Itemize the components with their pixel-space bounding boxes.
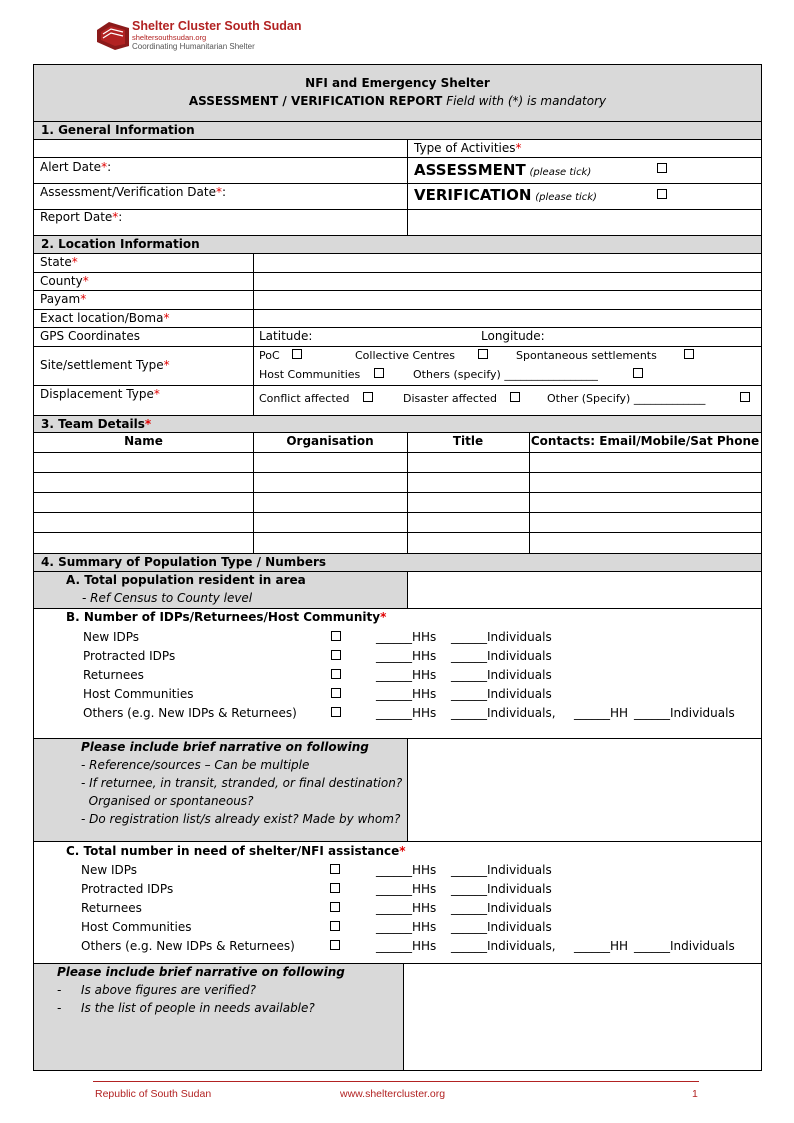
section1-heading: 1. General Information (41, 123, 195, 137)
narrative-c-band (34, 963, 403, 1070)
verification-checkbox[interactable] (657, 189, 667, 199)
narrative-b-line: - Reference/sources – Can be multiple (81, 758, 310, 772)
host-communities-checkbox[interactable] (374, 368, 384, 378)
other-specify-label: Other (Specify) _____________ (547, 392, 706, 405)
other-specify-checkbox[interactable] (740, 392, 750, 402)
b-row-hh2: ______HH (574, 706, 629, 720)
c-row-ind: ______Individuals (451, 901, 552, 915)
b-row-hh: ______HHs (376, 687, 437, 701)
b-row-ind: ______Individuals, (451, 706, 556, 720)
col-organisation: Organisation (286, 434, 374, 448)
c-row-checkbox[interactable] (330, 940, 340, 950)
c-row-hh2: ______HH (574, 939, 629, 953)
others-specify-label: Others (specify) _________________ (413, 368, 598, 381)
section4b-title: B. Number of IDPs/Returnees/Host Community* (66, 610, 387, 624)
type-of-activities-label: Type of Activities* (414, 141, 522, 155)
c-row-label: Host Communities (81, 920, 192, 934)
conflict-checkbox[interactable] (363, 392, 373, 402)
poc-checkbox[interactable] (292, 349, 302, 359)
section4a-title: A. Total population resident in area (66, 573, 306, 587)
footer-website[interactable]: www.sheltercluster.org (340, 1088, 446, 1100)
report-date-label: Report Date*: (40, 210, 123, 224)
page-number: 1 (692, 1088, 698, 1100)
state-label: State* (40, 255, 78, 269)
org-url[interactable]: sheltersouthsudan.org (132, 33, 207, 42)
others-specify-checkbox[interactable] (633, 368, 643, 378)
narrative-c-bullet: - (57, 1001, 62, 1015)
footer-country: Republic of South Sudan (95, 1088, 212, 1100)
c-row-hh: ______HHs (376, 901, 437, 915)
mandatory-note: Field with (*) is mandatory (446, 94, 607, 108)
b-row-hh: ______HHs (376, 630, 437, 644)
site-type-label: Site/settlement Type* (40, 358, 170, 372)
section4a-sub: - Ref Census to County level (82, 591, 253, 605)
c-row-checkbox[interactable] (330, 921, 340, 931)
form-title: NFI and Emergency Shelter (305, 76, 490, 90)
narrative-b-line: Organised or spontaneous? (81, 794, 254, 808)
b-row-checkbox[interactable] (331, 688, 341, 698)
c-row-label: Returnees (81, 901, 142, 915)
b-row-hh: ______HHs (376, 649, 437, 663)
c-row-hh: ______HHs (376, 920, 437, 934)
b-row-label: Others (e.g. New IDPs & Returnees) (83, 706, 297, 720)
b-row-checkbox[interactable] (331, 707, 341, 717)
b-row-checkbox[interactable] (331, 669, 341, 679)
payam-label: Payam* (40, 292, 87, 306)
form-subtitle-main: ASSESSMENT / VERIFICATION REPORT (188, 94, 443, 108)
county-label: County* (40, 274, 89, 288)
section2-heading: 2. Location Information (41, 237, 200, 251)
disaster-label: Disaster affected (403, 392, 498, 405)
b-row-label: Host Communities (83, 687, 194, 701)
form-subtitle (34, 94, 761, 108)
longitude-label: Longitude: (481, 329, 545, 343)
c-row-hh: ______HHs (376, 863, 437, 877)
host-communities-label: Host Communities (259, 368, 361, 381)
assessment-checkbox[interactable] (657, 163, 667, 173)
spontaneous-label: Spontaneous settlements (516, 349, 657, 362)
b-row-ind: ______Individuals (451, 668, 552, 682)
c-row-hh: ______HHs (376, 882, 437, 896)
c-row-checkbox[interactable] (330, 864, 340, 874)
col-name: Name (124, 434, 163, 448)
col-contacts: Contacts: Email/Mobile/Sat Phone (530, 434, 760, 448)
narrative-c-title: Please include brief narrative on following (57, 965, 345, 979)
c-row-ind: ______Individuals (451, 863, 552, 877)
b-row-ind: ______Individuals (451, 649, 552, 663)
narrative-b-line: - If returnee, in transit, stranded, or final destination? (81, 776, 403, 790)
section4c-title: C. Total number in need of shelter/NFI assistance* (66, 844, 406, 858)
gps-label: GPS Coordinates (40, 329, 141, 343)
poc-label: PoC (259, 349, 280, 362)
displacement-type-label: Displacement Type* (40, 387, 160, 401)
title-band (34, 65, 761, 121)
c-row-label: Others (e.g. New IDPs & Returnees) (81, 939, 295, 953)
b-row-ind: ______Individuals (451, 630, 552, 644)
b-row-checkbox[interactable] (331, 631, 341, 641)
disaster-checkbox[interactable] (510, 392, 520, 402)
c-row-checkbox[interactable] (330, 902, 340, 912)
c-row-ind: ______Individuals (451, 920, 552, 934)
narrative-b-title: Please include brief narrative on following (81, 740, 369, 754)
org-name: Shelter Cluster South Sudan (132, 19, 302, 33)
c-row-ind: ______Individuals, (451, 939, 556, 953)
b-row-label: Returnees (83, 668, 144, 682)
conflict-label: Conflict affected (259, 392, 350, 405)
exact-location-label: Exact location/Boma* (40, 311, 170, 325)
latitude-label: Latitude: (259, 329, 313, 343)
b-row-label: New IDPs (83, 630, 140, 644)
org-tagline: Coordinating Humanitarian Shelter (132, 42, 255, 51)
alert-date-label: Alert Date*: (40, 160, 112, 174)
c-row-checkbox[interactable] (330, 883, 340, 893)
narrative-c-line: Is the list of people in needs available? (81, 1001, 315, 1015)
shelter-cluster-logo (95, 20, 131, 50)
c-row-ind: ______Individuals (451, 882, 552, 896)
assessment-date-label: Assessment/Verification Date*: (40, 185, 226, 199)
c-row-label: Protracted IDPs (81, 882, 174, 896)
c-row-ind2: ______Individuals (634, 939, 735, 953)
spontaneous-checkbox[interactable] (684, 349, 694, 359)
footer-divider (93, 1081, 699, 1082)
verification-option: VERIFICATION (please tick) (414, 186, 597, 204)
b-row-ind: ______Individuals (451, 687, 552, 701)
collective-centres-label: Collective Centres (355, 349, 455, 362)
narrative-b-line: - Do registration list/s already exist? Made by whom? (81, 812, 401, 826)
narrative-c-line: Is above figures are verified? (81, 983, 256, 997)
c-row-label: New IDPs (81, 863, 138, 877)
b-row-checkbox[interactable] (331, 650, 341, 660)
b-row-hh: ______HHs (376, 668, 437, 682)
b-row-hh: ______HHs (376, 706, 437, 720)
b-row-ind2: ______Individuals (634, 706, 735, 720)
narrative-c-bullet: - (57, 983, 62, 997)
section3-heading: 3. Team Details* (41, 417, 152, 431)
c-row-hh: ______HHs (376, 939, 437, 953)
collective-centres-checkbox[interactable] (478, 349, 488, 359)
section4-heading: 4. Summary of Population Type / Numbers (41, 555, 327, 569)
b-row-label: Protracted IDPs (83, 649, 176, 663)
col-title: Title (452, 434, 484, 448)
assessment-option: ASSESSMENT (please tick) (414, 161, 592, 179)
report-form (33, 64, 762, 1071)
